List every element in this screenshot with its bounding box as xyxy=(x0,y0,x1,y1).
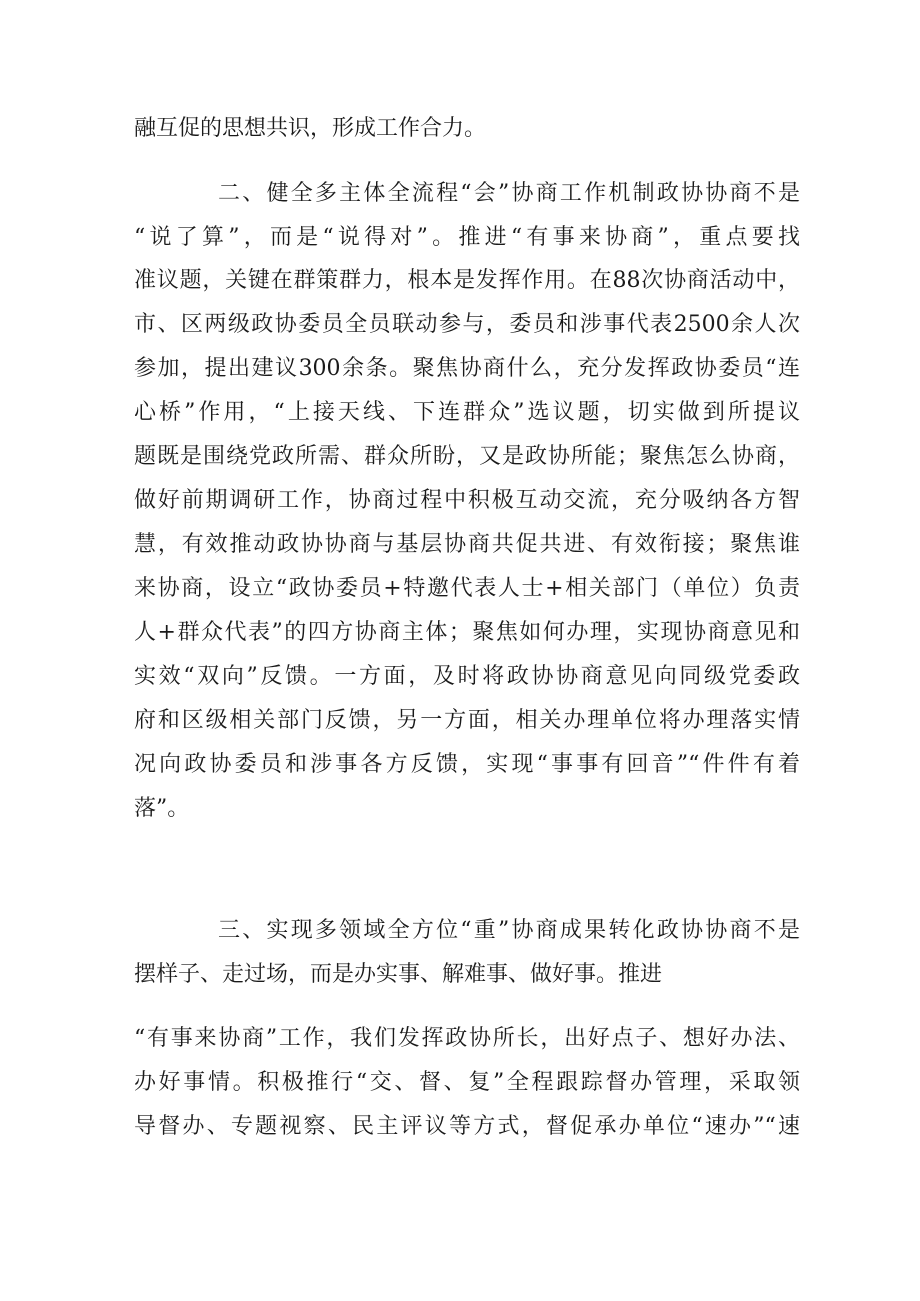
paragraph-line-9: 做好前期调研工作，协商过程中积极互动交流，充分吸纳各方智 xyxy=(134,488,800,513)
paragraph-line-18: 摆样子、走过场，而是办实事、解难事、做好事。推进 xyxy=(134,962,663,987)
paragraph-line-21: 导督办、专题视察、民主评议等方式，督促承办单位“速办”“速 xyxy=(134,1114,800,1139)
paragraph-line-7: 心桥”作用，“上接天线、下连群众”选议题，切实做到所提议 xyxy=(134,400,800,425)
paragraph-line-19: “有事来协商”工作，我们发挥政协所长，出好点子、想好办法、 xyxy=(134,1026,800,1051)
paragraph-line-14: 府和区级相关部门反馈，另一方面，相关办理单位将办理落实情 xyxy=(134,708,800,733)
paragraph-line-16: 落”。 xyxy=(134,796,190,821)
section-heading-line-2: 二、健全多主体全流程“会”协商工作机制政协协商不是 xyxy=(218,181,800,206)
paragraph-line-12: 人+群众代表”的四方协商主体；聚焦如何办理，实现协商意见和 xyxy=(134,620,800,645)
paragraph-line-15: 况向政协委员和涉事各方反馈，实现“事事有回音”“件件有着 xyxy=(134,752,800,777)
paragraph-line-11: 来协商，设立“政协委员+特邀代表人士+相关部门（单位）负责 xyxy=(134,576,800,601)
paragraph-line-8: 题既是围绕党政所需、群众所盼，又是政协所能；聚焦怎么协商， xyxy=(134,444,800,469)
paragraph-line-20: 办好事情。积极推行“交、督、复”全程跟踪督办管理，采取领 xyxy=(134,1070,800,1095)
section-heading-line-17: 三、实现多领域全方位“重”协商成果转化政协协商不是 xyxy=(218,918,800,943)
paragraph-line-4: 准议题，关键在群策群力，根本是发挥作用。在88次协商活动中， xyxy=(134,268,800,293)
paragraph-line-13: 实效“双向”反馈。一方面，及时将政协协商意见向同级党委政 xyxy=(134,664,800,689)
paragraph-line-6: 参加，提出建议300余条。聚焦协商什么，充分发挥政协委员“连 xyxy=(134,356,800,381)
paragraph-line-10: 慧，有效推动政协协商与基层协商共促共进、有效衔接；聚焦谁 xyxy=(134,532,800,557)
paragraph-line-5: 市、区两级政协委员全员联动参与，委员和涉事代表2500余人次 xyxy=(134,312,800,337)
paragraph-line-3: “说了算”，而是“说得对”。推进“有事来协商”，重点要找 xyxy=(134,225,800,250)
paragraph-line-1: 融互促的思想共识，形成工作合力。 xyxy=(134,116,487,141)
